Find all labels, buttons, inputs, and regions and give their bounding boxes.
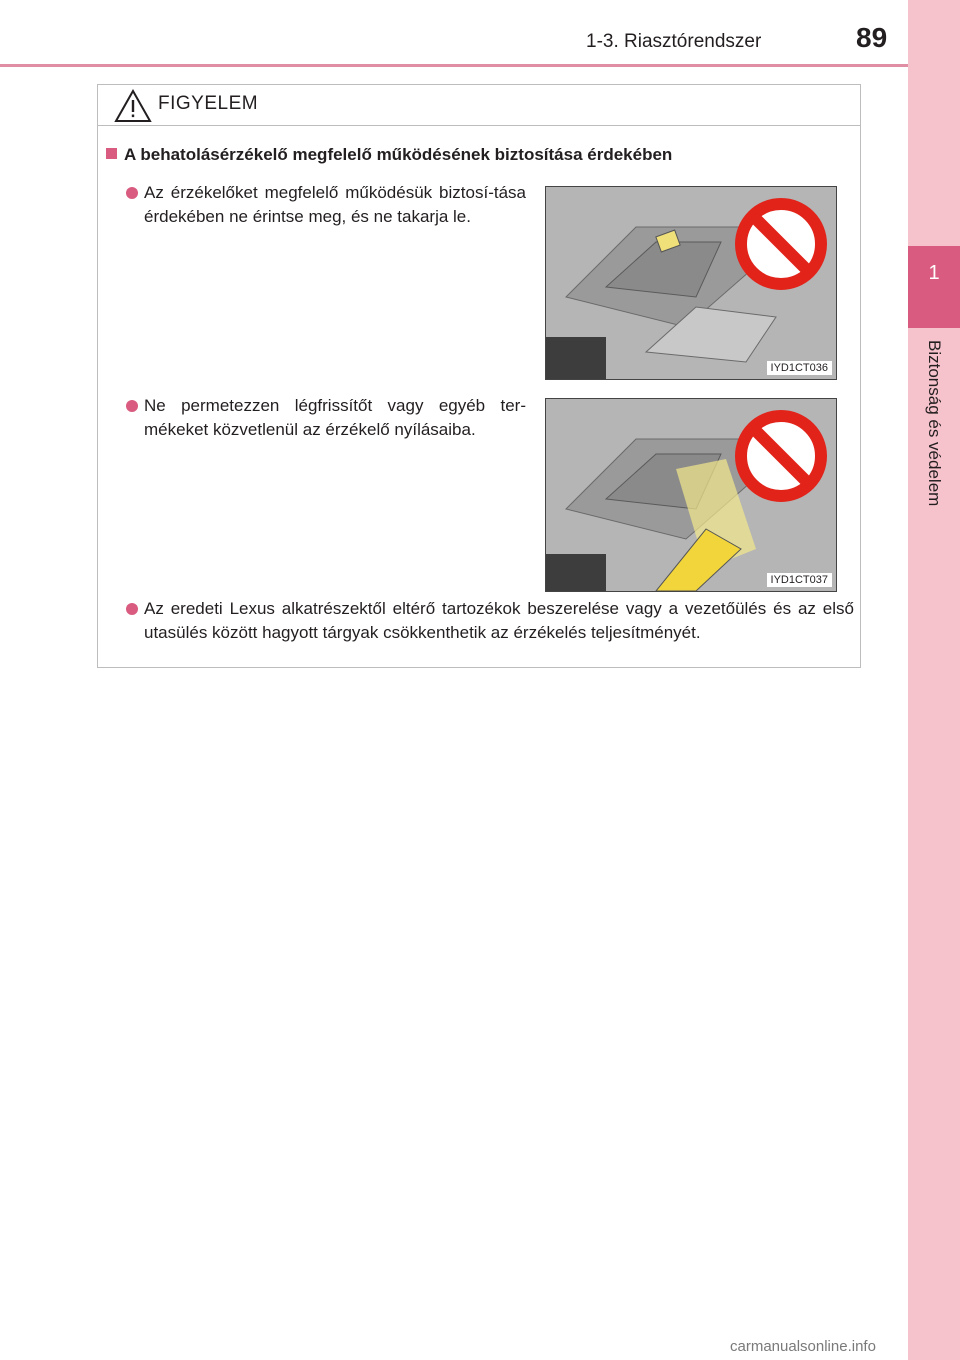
square-bullet-icon bbox=[106, 148, 117, 159]
warning-triangle-icon bbox=[114, 89, 152, 123]
warning-box bbox=[97, 84, 861, 668]
header-divider bbox=[0, 64, 908, 67]
illustration-code: IYD1CT036 bbox=[767, 361, 832, 375]
illustration-sensor-spray bbox=[545, 398, 837, 592]
bullet-item bbox=[144, 181, 526, 229]
illustration-sensor-touch bbox=[545, 186, 837, 380]
prohibition-icon bbox=[732, 195, 830, 293]
bullet-text: Az eredeti Lexus alkatrészektől eltérő tartozékok beszerelése vagy a vezetőülés és az első utasülés között hagyott tárgyak csökkenthetik az érzékelés teljesítményét. bbox=[144, 599, 854, 642]
warning-header bbox=[98, 85, 860, 126]
illustration-code: IYD1CT037 bbox=[767, 573, 832, 587]
side-tab bbox=[908, 0, 960, 1360]
watermark: carmanualsonline.info bbox=[730, 1338, 876, 1355]
bullet-dot-icon bbox=[126, 400, 138, 412]
chapter-title: Biztonság és védelem bbox=[925, 340, 944, 507]
bullet-item bbox=[144, 394, 526, 442]
chapter-number-box bbox=[908, 246, 960, 328]
bullet-text: Ne permetezzen légfrissítőt vagy egyéb ter-mékeket közvetlenül az érzékelő nyílásaiba. bbox=[144, 396, 526, 439]
warning-label: FIGYELEM bbox=[158, 93, 259, 114]
subheading-text: A behatolásérzékelő megfelelő működésének biztosítása érdekében bbox=[124, 145, 673, 164]
bullet-dot-icon bbox=[126, 187, 138, 199]
page-number: 89 bbox=[856, 22, 888, 53]
prohibition-icon bbox=[732, 407, 830, 505]
bullet-dot-icon bbox=[126, 603, 138, 615]
warning-subheading bbox=[106, 145, 672, 165]
section-title: 1-3. Riasztórendszer bbox=[586, 31, 762, 52]
chapter-number: 1 bbox=[928, 262, 940, 284]
bullet-text: Az érzékelőket megfelelő működésük biztosí-tása érdekében ne érintse meg, és ne takarja le. bbox=[144, 183, 526, 226]
bullet-item bbox=[144, 597, 854, 645]
